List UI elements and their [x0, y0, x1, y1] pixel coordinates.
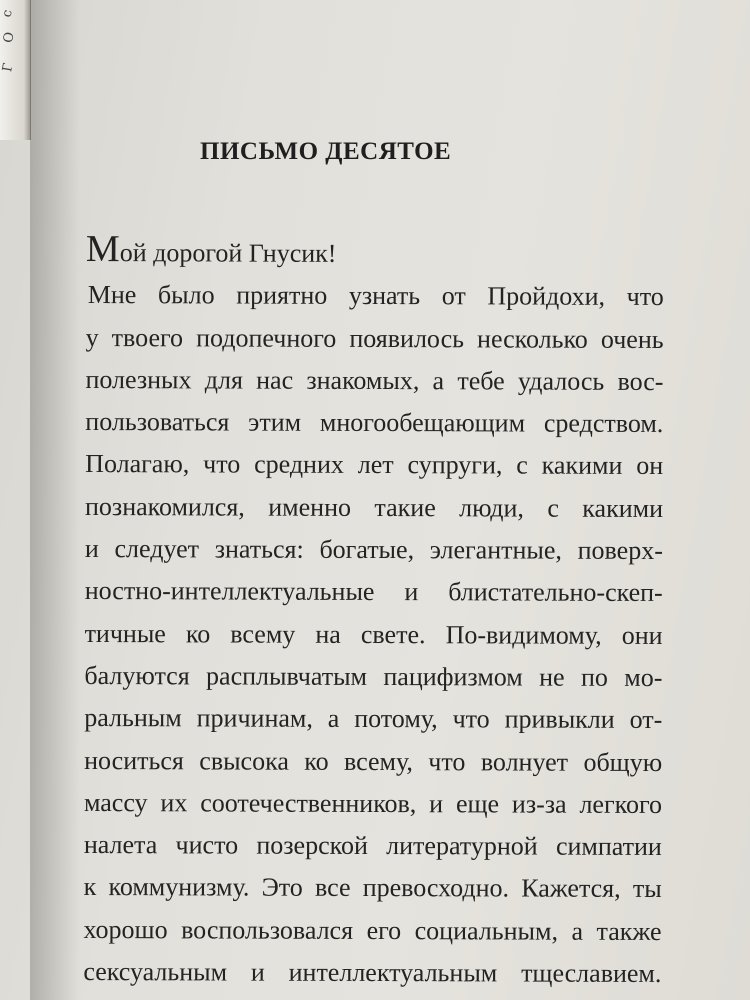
text-line: массу их соотечественников, и еще из-за легкого	[83, 787, 663, 819]
text-line: Мне было приятно узнать от Пройдохи, что	[87, 280, 664, 312]
text-line: носиться свысока ко всему, что волнует общую	[84, 745, 663, 777]
text-line: полезных для нас знакомых, а тебе удалось вос-	[85, 364, 664, 396]
text-line: налета чисто позерской литературной симпатии	[83, 830, 662, 862]
facing-page-glyph: Г	[0, 61, 17, 74]
letter-body	[83, 228, 664, 995]
text-line: у твоего подопечного появилось несколько очень	[85, 322, 664, 354]
gutter-shadow	[30, 0, 80, 1000]
text-line: хорошо воспользовался его социальным, а также	[83, 914, 662, 946]
text-line: сексуальным и интеллектуальным тщеславием.	[83, 957, 662, 989]
salutation-line	[85, 228, 664, 276]
facing-page-edge	[0, 0, 31, 140]
text-line: познакомился, именно такие люди, с какими	[84, 491, 664, 523]
text-line: ральным причинам, а потому, что привыкли от-	[84, 703, 663, 735]
chapter-title: ПИСЬМО ДЕСЯТОЕ	[200, 138, 452, 165]
facing-page-glyph: О	[1, 30, 18, 45]
text-line: балуются расплывчатым пацифизмом не по мо-	[84, 660, 663, 692]
text-line: ностно-интеллектуальные и блистательно-скеп-	[84, 576, 663, 608]
text-line: пользоваться этим многообещающим средством.	[85, 407, 664, 439]
facing-page-glyph: с	[0, 8, 16, 19]
text-line: Полагаю, что средних лет супруги, с какими он	[85, 449, 664, 481]
text-line: к коммунизму. Это все превосходно. Кажется, ты	[83, 872, 662, 904]
drop-cap: М	[85, 228, 120, 271]
text-line: и следует знаться: богатые, элегантные, поверх-	[84, 534, 663, 566]
text-line: тичные ко всему на свете. По-видимому, они	[84, 618, 663, 650]
salutation-text: ой дорогой Гнусик!	[119, 238, 337, 268]
